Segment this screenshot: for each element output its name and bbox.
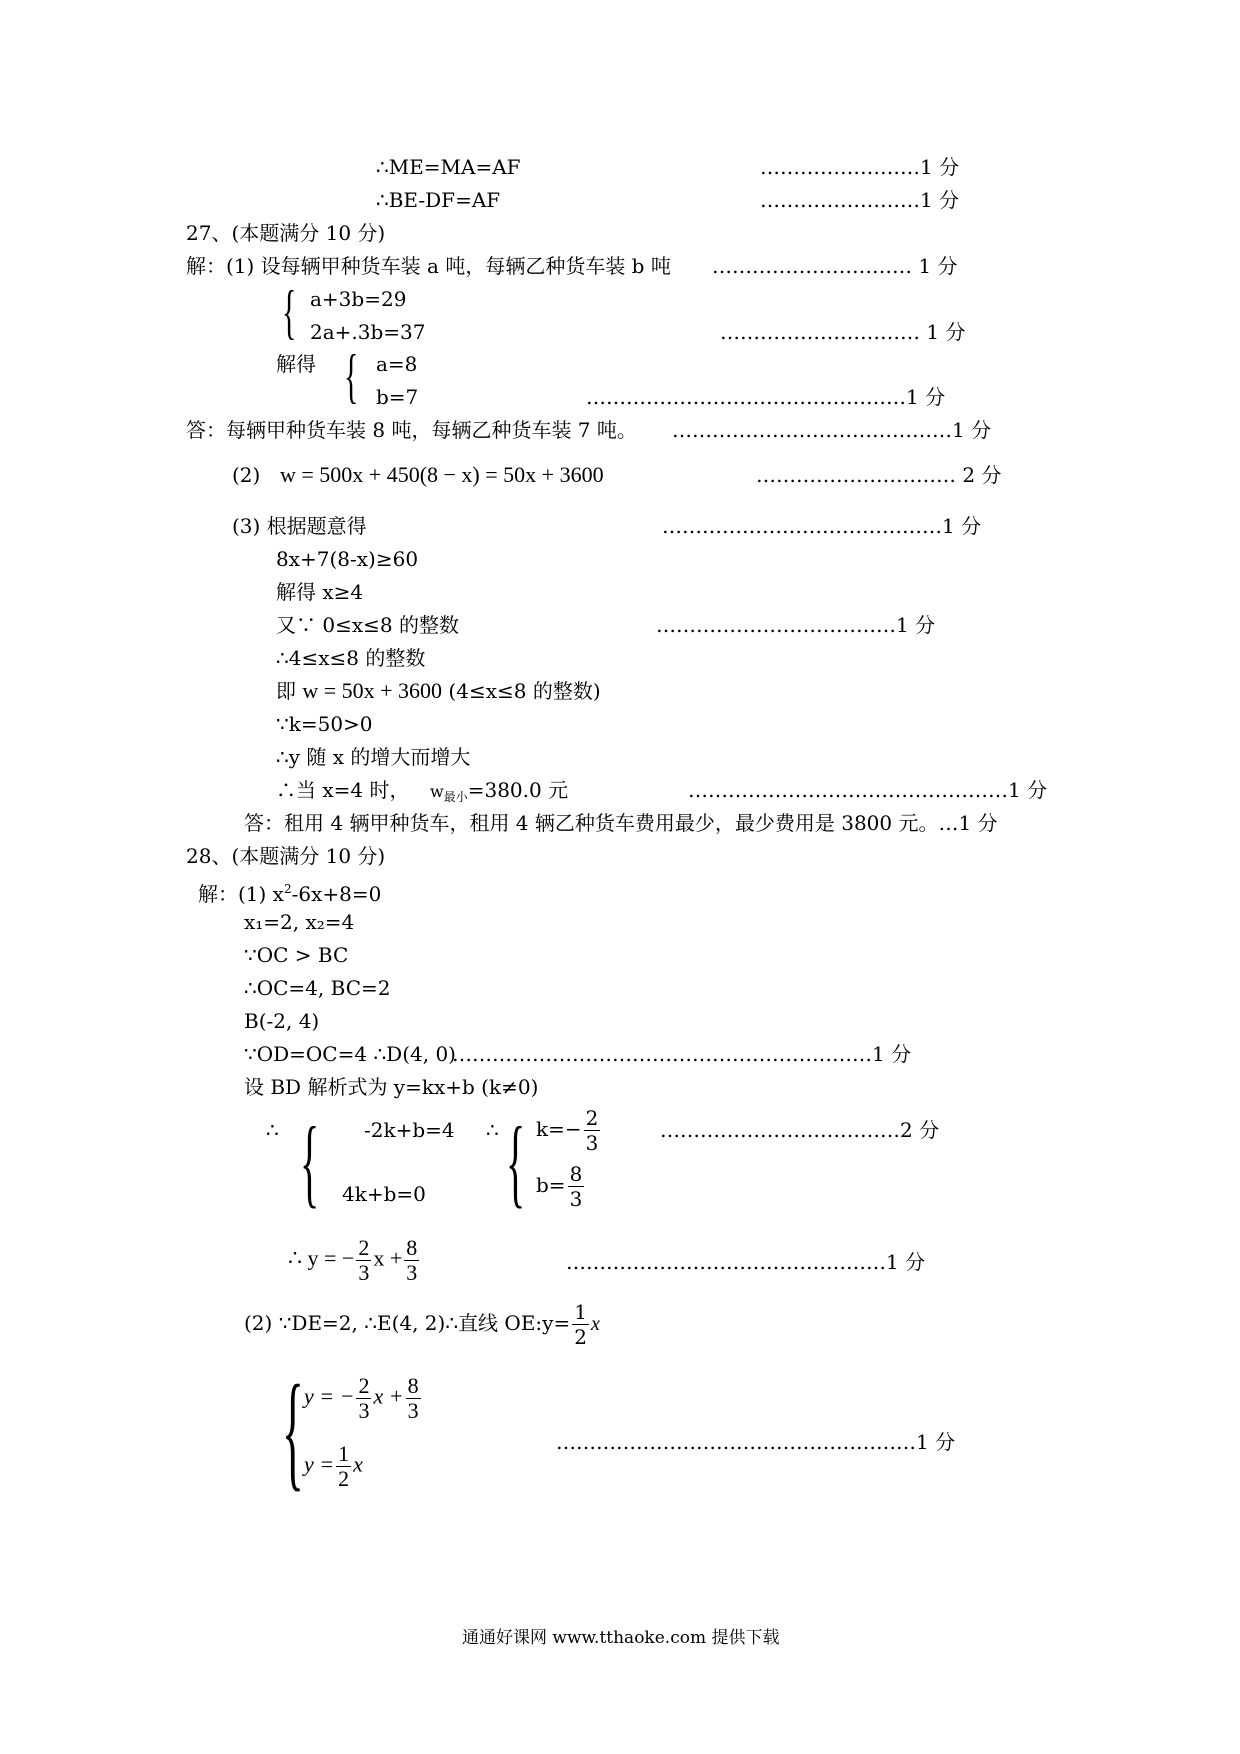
q28-line-eq-pre: ∴ y = − [288, 1245, 355, 1271]
q27-part3-w-formula: w = 50x + 3600 [302, 678, 443, 703]
q28-systemC-eq2 [304, 1442, 363, 1491]
proof-line-1-score: ……………………1 分 [760, 155, 960, 179]
q27-part1-intro-score: ………………………… 1 分 [712, 254, 958, 278]
q28-systemC-eq1-frac1 [356, 1374, 371, 1423]
q27-solve-label: 解得 [276, 352, 316, 376]
q27-part3-w [276, 679, 601, 703]
q27-part2-formula: w = 500x + 450(8 − x) = 50x + 3600 [280, 462, 604, 487]
q28-systemB-brace: { [506, 1106, 526, 1217]
q27-system-brace: { [282, 279, 297, 345]
q28-therefore-2: ∴ [486, 1118, 499, 1142]
q28-line6: ∵OD=OC=4 ∴D(4, 0) [244, 1042, 456, 1066]
q28-systemC-score: ………………………………………………1 分 [556, 1430, 956, 1454]
q28-systemC-eq1-num1: 2 [358, 1373, 370, 1398]
proof-line-1: ∴ME=MA=AF [376, 155, 521, 179]
q27-system-eq2: 2a+.3b=37 [310, 320, 426, 344]
q27-part3-w-suffix: (4≤x≤8 的整数) [448, 679, 601, 703]
q28-line-eq [288, 1236, 421, 1285]
q27-part3-w-prefix: 即 [276, 679, 296, 703]
q28-line2: x₁=2, x₂=4 [244, 910, 355, 934]
q27-part3-range2: ∴4≤x≤8 的整数 [276, 646, 426, 670]
q28-line-eq-den2: 3 [406, 1260, 418, 1285]
q28-systemB-b-lhs: b= [536, 1173, 566, 1197]
q28-therefore-1: ∴ [266, 1118, 279, 1142]
q27-part3-when: ∴当 x=4 时， [276, 778, 410, 802]
q28-systemB-k [536, 1106, 602, 1155]
q27-part3-wmin-sub: 最小 [443, 790, 468, 804]
q28-part2-x: x [590, 1313, 600, 1335]
q28-systemA-eq1: -2k+b=4 [364, 1118, 455, 1142]
q27-part3-k: ∵k=50>0 [276, 712, 373, 736]
q28-line3: ∵OC > BC [244, 943, 349, 967]
q27-part3-label-score: ……………………………………1 分 [662, 514, 982, 538]
q28-line-eq-den1: 3 [358, 1260, 370, 1285]
q28-systemC-eq1-mid: x + [373, 1383, 404, 1409]
q28-part2-num: 1 [574, 1300, 587, 1324]
q28-systemC-eq1-frac2 [406, 1374, 421, 1423]
q27-solution-a: a=8 [376, 352, 418, 376]
q27-part3-inequality: 8x+7(8-x)≥60 [276, 547, 419, 571]
q27-part1-intro: 解：(1) 设每辆甲种货车装 a 吨，每辆乙种货车装 b 吨 [186, 254, 671, 278]
q28-line-eq-frac1 [356, 1236, 371, 1285]
q28-line-eq-frac2 [404, 1236, 419, 1285]
q27-part2-label: (2) [232, 463, 261, 487]
q28-systemB-k-num: 2 [585, 1106, 599, 1130]
q28-line-eq-num2: 8 [406, 1235, 418, 1260]
q28-systemC-eq1-den1: 3 [358, 1398, 370, 1423]
q27-part3-range: 又∵ 0≤x≤8 的整数 [276, 613, 459, 637]
q27-part3-wmin-val: =380.0 元 [467, 778, 569, 802]
q28-systemC-eq2-pre: y = [304, 1451, 335, 1477]
q28-system-score: ………………………………2 分 [660, 1118, 940, 1142]
q27-part2-score: ………………………… 2 分 [756, 463, 1002, 487]
q28-systemC-eq2-x: x [353, 1451, 363, 1477]
q28-systemC-brace: { [282, 1359, 304, 1503]
q27-answer1-score: ……………………………………1 分 [672, 418, 992, 442]
q28-line1-prefix: 解：(1) x [198, 882, 284, 906]
q28-systemB-b-num: 8 [569, 1162, 583, 1186]
q27-part3-increasing: ∴y 随 x 的增大而增大 [276, 745, 471, 769]
proof-line-2-score: ……………………1 分 [760, 188, 960, 212]
q28-systemB-k-fraction [584, 1106, 601, 1155]
q27-solution-b: b=7 [376, 385, 419, 409]
q28-line1 [198, 877, 381, 906]
q28-line1-suffix: -6x+8=0 [291, 882, 382, 906]
q28-systemC-eq2-frac [336, 1442, 351, 1491]
q28-line1-sup: 2 [283, 882, 292, 896]
q28-systemC-eq1-num2: 8 [407, 1373, 419, 1398]
q27-part3-solve: 解得 x≥4 [276, 580, 364, 604]
q28-line7: 设 BD 解析式为 y=kx+b (k≠0) [244, 1075, 539, 1099]
q28-line-eq-score: …………………………………………1 分 [566, 1250, 926, 1274]
q28-part2-den: 2 [574, 1325, 587, 1349]
q28-line4: ∴OC=4, BC=2 [244, 976, 391, 1000]
q27-solution-brace: { [344, 343, 359, 409]
q28-systemB-b-den: 3 [569, 1187, 583, 1211]
q28-part2-frac [572, 1300, 589, 1349]
q28-systemC-eq1 [304, 1374, 423, 1423]
q28-line-eq-mid: x + [373, 1245, 403, 1271]
q27-part3-wmin [430, 778, 568, 809]
q28-systemC-eq2-num: 1 [338, 1441, 350, 1466]
q27-part3-range-score: ………………………………1 分 [656, 613, 936, 637]
q27-solution-score: …………………………………………1 分 [586, 385, 946, 409]
q28-systemC-eq1-den2: 3 [407, 1398, 419, 1423]
q27-system-eq1: a+3b=29 [310, 287, 407, 311]
q28-systemB-k-lhs: k=− [536, 1117, 582, 1141]
proof-line-2: ∴BE-DF=AF [376, 188, 501, 212]
q27-part3-when-score: …………………………………………1 分 [688, 778, 1048, 802]
q27-part3-wmin-w: w [430, 782, 444, 801]
q28-part2-pre: (2) ∵DE=2, ∴E(4, 2)∴直线 OE:y= [244, 1311, 571, 1335]
q27-answer1: 答：每辆甲种货车装 8 吨，每辆乙种货车装 7 吨。 [186, 418, 637, 442]
q28-systemC-eq1-pre: y = − [304, 1383, 355, 1409]
q28-systemB-b-fraction [568, 1162, 585, 1211]
page-footer: 通通好课网 www.tthaoke.com 提供下载 [462, 1628, 780, 1648]
q27-answer3: 答：租用 4 辆甲种货车，租用 4 辆乙种货车费用最少，最少费用是 3800 元。…1 分 [244, 811, 998, 835]
q27-system-score: ………………………… 1 分 [720, 320, 966, 344]
q28-systemA-eq2: 4k+b=0 [342, 1182, 426, 1206]
q28-systemC-eq2-den: 2 [338, 1466, 350, 1491]
q27-title: 27、(本题满分 10 分) [186, 221, 386, 245]
q28-systemA-brace: { [300, 1106, 320, 1217]
q28-systemB-k-den: 3 [585, 1131, 599, 1155]
q28-line6-score: ………………………………………………………1 分 [452, 1042, 912, 1066]
q28-line-eq-num1: 2 [358, 1235, 370, 1260]
q28-systemB-b [536, 1162, 586, 1211]
q27-part3-label: (3) 根据题意得 [232, 514, 367, 538]
q28-part2-line [244, 1300, 600, 1349]
q28-title: 28、(本题满分 10 分) [186, 844, 386, 868]
q28-line5: B(-2, 4) [244, 1009, 320, 1033]
